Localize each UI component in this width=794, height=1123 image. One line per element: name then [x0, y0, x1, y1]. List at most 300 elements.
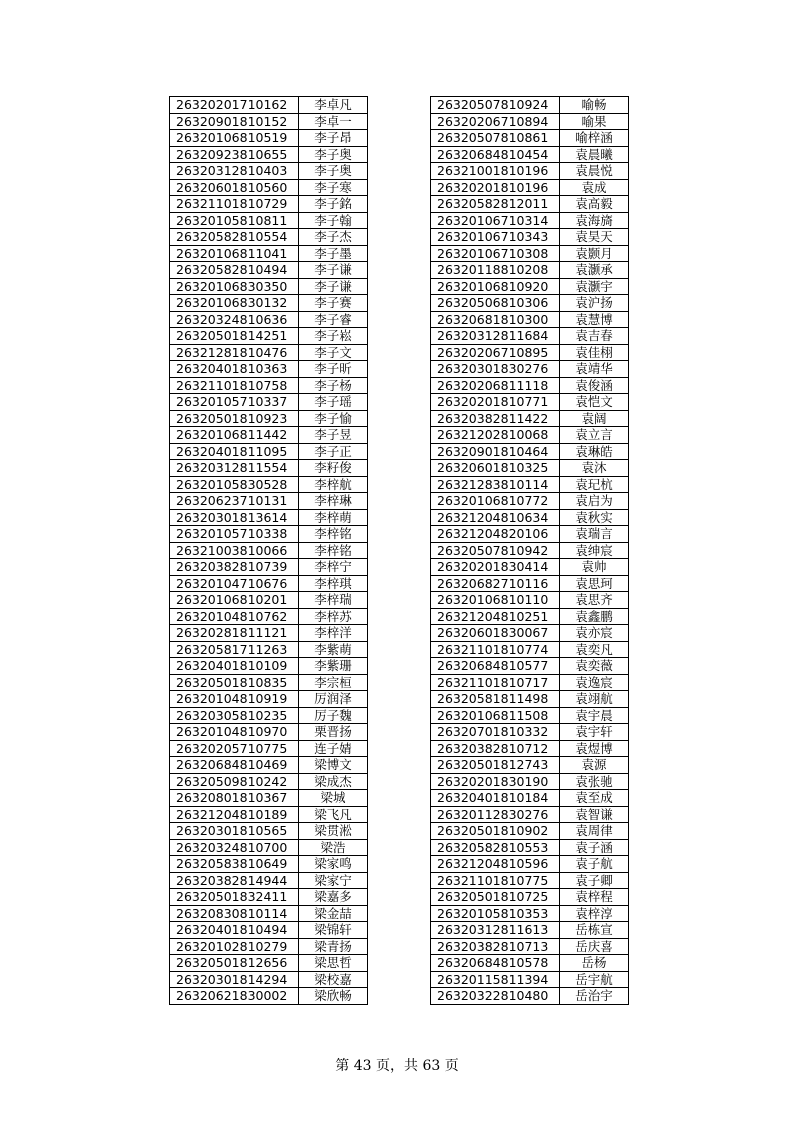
exam-number-cell: 26320382810713	[431, 938, 560, 955]
exam-number-cell: 26320102810279	[170, 938, 299, 955]
student-name-cell: 梁家鸣	[299, 856, 368, 873]
exam-number-cell: 26320401810363	[170, 361, 299, 378]
table-row	[431, 641, 629, 658]
student-name-cell: 袁慧博	[560, 311, 629, 328]
student-name-cell: 梁贯淞	[299, 823, 368, 840]
exam-number-cell: 26321202810068	[431, 427, 560, 444]
exam-number-cell: 26320507810942	[431, 542, 560, 559]
exam-number-cell: 26320301813614	[170, 509, 299, 526]
exam-number-cell: 26320401810494	[170, 922, 299, 939]
student-name-cell: 袁晨悦	[560, 163, 629, 180]
student-name-cell: 连子婧	[299, 740, 368, 757]
student-name-cell: 袁宇轩	[560, 724, 629, 741]
student-name-cell: 岳杨	[560, 955, 629, 972]
exam-number-cell: 26320105710338	[170, 526, 299, 543]
table-row	[431, 724, 629, 741]
table-row	[170, 377, 368, 394]
exam-number-cell: 26321204820106	[431, 526, 560, 543]
student-name-cell: 袁佳栩	[560, 344, 629, 361]
exam-number-cell: 26320501810835	[170, 674, 299, 691]
table-row	[170, 955, 368, 972]
student-name-cell: 喻果	[560, 113, 629, 130]
exam-number-cell: 26320382814944	[170, 872, 299, 889]
student-name-cell: 袁子卿	[560, 872, 629, 889]
student-name-cell: 栗晋扬	[299, 724, 368, 741]
exam-number-cell: 26320105810811	[170, 212, 299, 229]
exam-number-cell: 26320106810201	[170, 592, 299, 609]
student-name-cell: 袁灏承	[560, 262, 629, 279]
table-row	[170, 839, 368, 856]
student-name-cell: 袁奕薇	[560, 658, 629, 675]
exam-number-cell: 26320206811118	[431, 377, 560, 394]
table-row	[170, 344, 368, 361]
student-name-cell: 李梓琪	[299, 575, 368, 592]
student-name-cell: 袁灏宇	[560, 278, 629, 295]
exam-number-cell: 26320401810184	[431, 790, 560, 807]
table-row	[170, 575, 368, 592]
student-name-cell: 袁鑫鹏	[560, 608, 629, 625]
table-row	[431, 790, 629, 807]
table-row	[431, 625, 629, 642]
exam-number-cell: 26320581711263	[170, 641, 299, 658]
student-name-cell: 李宗桓	[299, 674, 368, 691]
table-row	[170, 740, 368, 757]
student-name-cell: 袁立言	[560, 427, 629, 444]
student-name-cell: 李梓萌	[299, 509, 368, 526]
table-row	[170, 905, 368, 922]
student-name-cell: 李子昂	[299, 130, 368, 147]
exam-number-cell: 26320201830190	[431, 773, 560, 790]
table-row	[170, 625, 368, 642]
exam-number-cell: 26320104810970	[170, 724, 299, 741]
table-row	[431, 328, 629, 345]
exam-number-cell: 26320581811498	[431, 691, 560, 708]
student-name-cell: 袁子涵	[560, 839, 629, 856]
student-name-cell: 李子文	[299, 344, 368, 361]
exam-number-cell: 26320382810712	[431, 740, 560, 757]
exam-number-cell: 26320901810152	[170, 113, 299, 130]
exam-number-cell: 26320582810554	[170, 229, 299, 246]
student-name-cell: 袁昊天	[560, 229, 629, 246]
student-name-cell: 袁至成	[560, 790, 629, 807]
exam-number-cell: 26320401810109	[170, 658, 299, 675]
table-row	[431, 575, 629, 592]
table-row	[431, 460, 629, 477]
table-row	[431, 377, 629, 394]
table-row	[170, 608, 368, 625]
table-row	[170, 278, 368, 295]
table-row	[431, 196, 629, 213]
table-row	[431, 889, 629, 906]
exam-number-cell: 26320501810725	[431, 889, 560, 906]
table-row	[170, 361, 368, 378]
student-name-cell: 袁煜博	[560, 740, 629, 757]
table-row	[431, 311, 629, 328]
exam-number-cell: 26320601810325	[431, 460, 560, 477]
student-name-cell: 袁琳皓	[560, 443, 629, 460]
student-name-cell: 李子銘	[299, 196, 368, 213]
exam-number-cell: 26320830810114	[170, 905, 299, 922]
table-row	[431, 971, 629, 988]
exam-number-cell: 26320201810771	[431, 394, 560, 411]
student-name-cell: 李卓凡	[299, 97, 368, 114]
table-row	[431, 476, 629, 493]
student-name-cell: 袁亦宸	[560, 625, 629, 642]
student-name-cell: 梁浩	[299, 839, 368, 856]
exam-number-cell: 26321101810717	[431, 674, 560, 691]
student-name-cell: 李梓宁	[299, 559, 368, 576]
student-name-cell: 李梓洋	[299, 625, 368, 642]
student-name-cell: 李子奥	[299, 163, 368, 180]
student-name-cell: 李子杨	[299, 377, 368, 394]
exam-number-cell: 26320105710337	[170, 394, 299, 411]
exam-number-cell: 26320206710894	[431, 113, 560, 130]
exam-number-cell: 26320501810923	[170, 410, 299, 427]
exam-number-cell: 26320324810700	[170, 839, 299, 856]
exam-number-cell: 26320382810739	[170, 559, 299, 576]
exam-number-cell: 26320312811684	[431, 328, 560, 345]
student-name-cell: 李子昱	[299, 427, 368, 444]
table-row	[431, 592, 629, 609]
table-row	[431, 344, 629, 361]
exam-number-cell: 26320621830002	[170, 988, 299, 1005]
exam-number-cell: 26320401811095	[170, 443, 299, 460]
exam-number-cell: 26320106810772	[431, 493, 560, 510]
exam-number-cell: 26320104810919	[170, 691, 299, 708]
exam-number-cell: 26320106710308	[431, 245, 560, 262]
student-name-cell: 袁靖华	[560, 361, 629, 378]
left-table	[169, 96, 368, 1005]
student-name-cell: 厉润泽	[299, 691, 368, 708]
exam-number-cell: 26320324810636	[170, 311, 299, 328]
table-row	[170, 938, 368, 955]
exam-number-cell: 26321003810066	[170, 542, 299, 559]
student-name-cell: 袁恺文	[560, 394, 629, 411]
student-name-cell: 梁金喆	[299, 905, 368, 922]
exam-number-cell: 26320312810403	[170, 163, 299, 180]
table-row	[431, 922, 629, 939]
table-row	[170, 311, 368, 328]
table-row	[170, 922, 368, 939]
table-row	[170, 295, 368, 312]
student-name-cell: 岳栋宣	[560, 922, 629, 939]
table-row	[170, 542, 368, 559]
table-row	[431, 905, 629, 922]
table-row	[170, 641, 368, 658]
student-name-cell: 喻梓涵	[560, 130, 629, 147]
table-row	[431, 955, 629, 972]
exam-number-cell: 26320106830350	[170, 278, 299, 295]
table-row	[170, 526, 368, 543]
table-row	[170, 757, 368, 774]
table-row	[431, 773, 629, 790]
exam-number-cell: 26320501814251	[170, 328, 299, 345]
exam-number-cell: 26320106710314	[431, 212, 560, 229]
exam-number-cell: 26320206710895	[431, 344, 560, 361]
table-row	[431, 410, 629, 427]
exam-number-cell: 26320312811613	[431, 922, 560, 939]
table-row	[170, 394, 368, 411]
exam-number-cell: 26321283810114	[431, 476, 560, 493]
table-row	[170, 229, 368, 246]
student-name-cell: 袁晨曦	[560, 146, 629, 163]
page-footer: 第 43 页，共 63 页	[335, 1058, 459, 1074]
right-table-body	[431, 97, 629, 1005]
table-row	[431, 179, 629, 196]
exam-number-cell: 26320582810494	[170, 262, 299, 279]
exam-number-cell: 26320106830132	[170, 295, 299, 312]
table-row	[431, 427, 629, 444]
student-name-cell: 袁帅	[560, 559, 629, 576]
table-row	[431, 658, 629, 675]
student-name-cell: 李子愉	[299, 410, 368, 427]
exam-number-cell: 26320501832411	[170, 889, 299, 906]
table-row	[431, 988, 629, 1005]
student-name-cell: 梁青扬	[299, 938, 368, 955]
student-name-cell: 袁思珂	[560, 575, 629, 592]
student-name-cell: 梁嘉多	[299, 889, 368, 906]
student-name-cell: 李梓铭	[299, 526, 368, 543]
exam-number-cell: 26320105810353	[431, 905, 560, 922]
student-name-cell: 袁梓淳	[560, 905, 629, 922]
student-name-cell: 李子墨	[299, 245, 368, 262]
table-row	[170, 245, 368, 262]
exam-number-cell: 26321101810775	[431, 872, 560, 889]
student-name-cell: 袁成	[560, 179, 629, 196]
table-row	[170, 691, 368, 708]
table-row	[170, 328, 368, 345]
exam-number-cell: 26320104710676	[170, 575, 299, 592]
student-name-cell: 梁思哲	[299, 955, 368, 972]
table-row	[431, 361, 629, 378]
exam-number-cell: 26320582810553	[431, 839, 560, 856]
table-row	[170, 130, 368, 147]
student-name-cell: 李子奥	[299, 146, 368, 163]
exam-number-cell: 26320923810655	[170, 146, 299, 163]
student-name-cell: 梁成杰	[299, 773, 368, 790]
right-table	[430, 96, 629, 1005]
student-name-cell: 袁海旖	[560, 212, 629, 229]
table-row	[431, 757, 629, 774]
table-row	[431, 542, 629, 559]
table-row	[431, 938, 629, 955]
table-row	[170, 262, 368, 279]
student-name-cell: 李梓琳	[299, 493, 368, 510]
student-name-cell: 袁逸宸	[560, 674, 629, 691]
exam-number-cell: 26321204810189	[170, 806, 299, 823]
table-row	[431, 526, 629, 543]
table-row	[170, 988, 368, 1005]
exam-number-cell: 26320682710116	[431, 575, 560, 592]
table-row	[431, 509, 629, 526]
table-row	[170, 971, 368, 988]
student-name-cell: 李子昕	[299, 361, 368, 378]
exam-number-cell: 26320312811554	[170, 460, 299, 477]
student-name-cell: 李梓铭	[299, 542, 368, 559]
exam-number-cell: 26321204810251	[431, 608, 560, 625]
student-name-cell: 梁校嘉	[299, 971, 368, 988]
table-row	[431, 443, 629, 460]
student-name-cell: 李紫萌	[299, 641, 368, 658]
exam-number-cell: 26320281811121	[170, 625, 299, 642]
student-name-cell: 梁家宁	[299, 872, 368, 889]
table-row	[170, 674, 368, 691]
exam-number-cell: 26320112830276	[431, 806, 560, 823]
exam-number-cell: 26320115811394	[431, 971, 560, 988]
exam-number-cell: 26320104810762	[170, 608, 299, 625]
table-row	[431, 856, 629, 873]
student-name-cell: 李子谦	[299, 262, 368, 279]
table-row	[431, 130, 629, 147]
table-row	[431, 493, 629, 510]
table-row	[431, 163, 629, 180]
exam-number-cell: 26320322810480	[431, 988, 560, 1005]
student-name-cell: 袁源	[560, 757, 629, 774]
table-row	[170, 212, 368, 229]
student-name-cell: 梁锦轩	[299, 922, 368, 939]
table-row	[170, 559, 368, 576]
exam-number-cell: 26321001810196	[431, 163, 560, 180]
student-name-cell: 李籽俊	[299, 460, 368, 477]
exam-number-cell: 26320382811422	[431, 410, 560, 427]
exam-number-cell: 26321101810774	[431, 641, 560, 658]
student-name-cell: 梁博文	[299, 757, 368, 774]
student-name-cell: 袁奕凡	[560, 641, 629, 658]
table-row	[170, 476, 368, 493]
table-row	[170, 97, 368, 114]
table-row	[170, 724, 368, 741]
student-name-cell: 喻畅	[560, 97, 629, 114]
student-name-cell: 梁欣畅	[299, 988, 368, 1005]
table-row	[431, 608, 629, 625]
student-name-cell: 岳宇航	[560, 971, 629, 988]
exam-number-cell: 26320201810196	[431, 179, 560, 196]
student-name-cell: 袁绅宸	[560, 542, 629, 559]
table-row	[170, 790, 368, 807]
student-name-cell: 袁翊航	[560, 691, 629, 708]
student-name-cell: 李子赛	[299, 295, 368, 312]
exam-number-cell: 26320623710131	[170, 493, 299, 510]
exam-number-cell: 26320684810454	[431, 146, 560, 163]
table-row	[170, 410, 368, 427]
table-row	[431, 97, 629, 114]
exam-number-cell: 26320106710343	[431, 229, 560, 246]
exam-number-cell: 26320509810242	[170, 773, 299, 790]
table-row	[431, 806, 629, 823]
table-row	[431, 691, 629, 708]
exam-number-cell: 26321281810476	[170, 344, 299, 361]
table-row	[431, 674, 629, 691]
table-row	[170, 823, 368, 840]
exam-number-cell: 26320601810560	[170, 179, 299, 196]
exam-number-cell: 26320901810464	[431, 443, 560, 460]
table-row	[431, 245, 629, 262]
table-row	[170, 658, 368, 675]
table-row	[170, 460, 368, 477]
table-row	[170, 196, 368, 213]
exam-number-cell: 26320106810519	[170, 130, 299, 147]
exam-number-cell: 26320681810300	[431, 311, 560, 328]
student-name-cell: 袁吉春	[560, 328, 629, 345]
student-name-cell: 李子杰	[299, 229, 368, 246]
student-name-cell: 袁子航	[560, 856, 629, 873]
table-row	[431, 146, 629, 163]
table-row	[431, 278, 629, 295]
exam-number-cell: 26320106810920	[431, 278, 560, 295]
table-row	[170, 872, 368, 889]
student-name-cell: 袁启为	[560, 493, 629, 510]
table-row	[431, 262, 629, 279]
exam-number-cell: 26320106810110	[431, 592, 560, 609]
student-name-cell: 袁颢月	[560, 245, 629, 262]
student-name-cell: 李梓苏	[299, 608, 368, 625]
table-row	[170, 773, 368, 790]
student-name-cell: 袁瑞言	[560, 526, 629, 543]
table-row	[431, 559, 629, 576]
exam-number-cell: 26320684810578	[431, 955, 560, 972]
exam-number-cell: 26321204810634	[431, 509, 560, 526]
student-name-cell: 袁玘杭	[560, 476, 629, 493]
table-row	[170, 179, 368, 196]
table-row	[170, 889, 368, 906]
student-name-cell: 岳治宇	[560, 988, 629, 1005]
student-name-cell: 袁俊涵	[560, 377, 629, 394]
table-row	[170, 509, 368, 526]
table-row	[431, 872, 629, 889]
student-name-cell: 李子寒	[299, 179, 368, 196]
student-name-cell: 袁阔	[560, 410, 629, 427]
exam-number-cell: 26320301810565	[170, 823, 299, 840]
student-name-cell: 梁飞凡	[299, 806, 368, 823]
exam-number-cell: 26320601830067	[431, 625, 560, 642]
student-name-cell: 李卓一	[299, 113, 368, 130]
student-name-cell: 袁张驰	[560, 773, 629, 790]
student-name-cell: 袁周律	[560, 823, 629, 840]
exam-number-cell: 26320501812656	[170, 955, 299, 972]
table-row	[170, 707, 368, 724]
table-row	[431, 839, 629, 856]
table-row	[170, 592, 368, 609]
student-name-cell: 李子谦	[299, 278, 368, 295]
table-row	[431, 295, 629, 312]
exam-number-cell: 26320106811508	[431, 707, 560, 724]
exam-number-cell: 26320118810208	[431, 262, 560, 279]
student-name-cell: 梁城	[299, 790, 368, 807]
exam-number-cell: 26320205710775	[170, 740, 299, 757]
exam-number-cell: 26320501812743	[431, 757, 560, 774]
table-row	[170, 146, 368, 163]
exam-number-cell: 26320583810649	[170, 856, 299, 873]
table-row	[431, 707, 629, 724]
exam-number-cell: 26320106811442	[170, 427, 299, 444]
table-row	[170, 163, 368, 180]
exam-number-cell: 26320801810367	[170, 790, 299, 807]
exam-number-cell: 26321101810729	[170, 196, 299, 213]
table-row	[170, 806, 368, 823]
exam-number-cell: 26320582812011	[431, 196, 560, 213]
student-name-cell: 李子瑶	[299, 394, 368, 411]
exam-number-cell: 26320501810902	[431, 823, 560, 840]
table-row	[170, 113, 368, 130]
student-name-cell: 厉子魏	[299, 707, 368, 724]
exam-number-cell: 26320201710162	[170, 97, 299, 114]
table-row	[431, 394, 629, 411]
student-name-cell: 袁思齐	[560, 592, 629, 609]
student-name-cell: 袁沪扬	[560, 295, 629, 312]
student-name-cell: 李子正	[299, 443, 368, 460]
table-row	[431, 740, 629, 757]
table-row	[170, 856, 368, 873]
